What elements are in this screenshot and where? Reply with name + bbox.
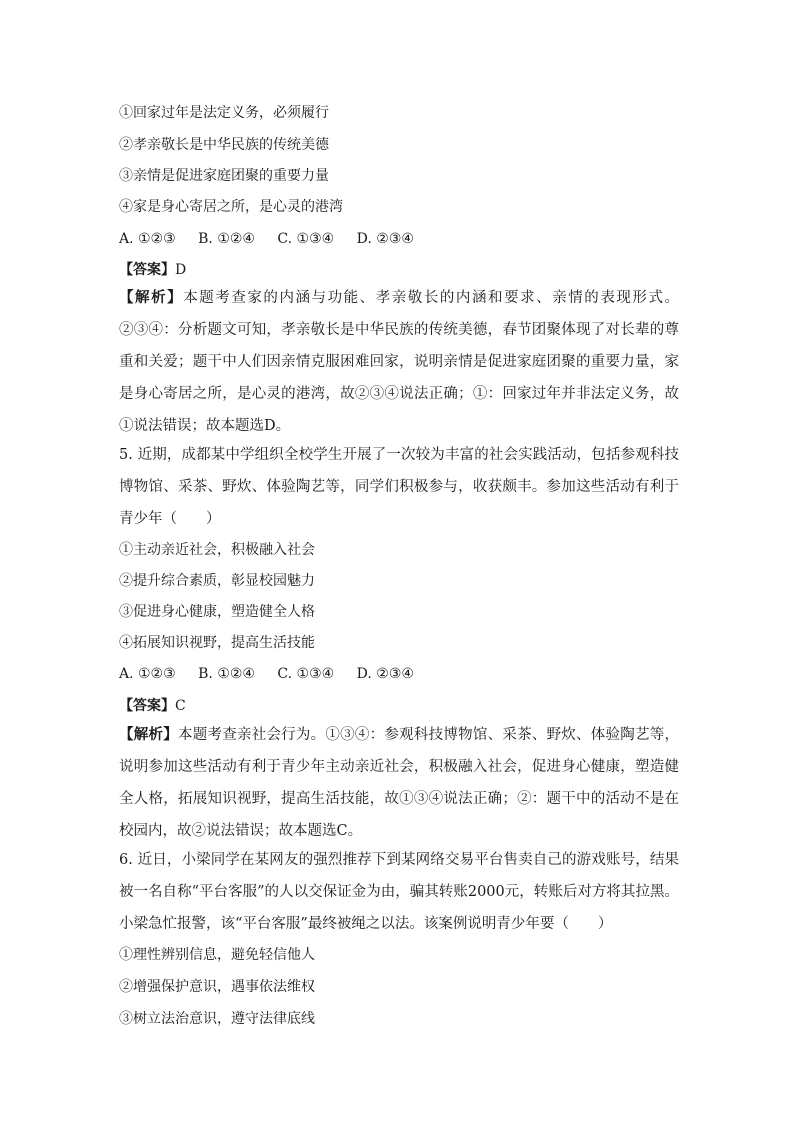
q4-choice-b: B. ①②④	[198, 231, 255, 247]
q5-option-4: ④拓展知识视野，提高生活技能	[119, 635, 315, 651]
q4-analysis	[119, 282, 679, 442]
q5-analysis	[119, 719, 679, 847]
q5-choice-b: B. ①②④	[198, 666, 255, 682]
q5-choice-a: A. ①②③	[119, 666, 176, 682]
answer-label: 【答案】	[119, 262, 175, 278]
q4-choices	[119, 229, 414, 249]
q4-choice-a: A. ①②③	[119, 231, 176, 247]
answer-value: D	[175, 262, 187, 278]
q4-option-2: ②孝亲敬长是中华民族的传统美德	[119, 137, 329, 153]
q6-option-3: ③树立法治意识，遵守法律底线	[119, 1011, 315, 1027]
q6-option-2: ②增强保护意识，遇事依法维权	[119, 979, 315, 995]
q5-option-3: ③促进身心健康，塑造健全人格	[119, 604, 315, 620]
analysis-text: 本题考查亲社会行为。①③④：参观科技博物馆、采茶、野炊、体验陶艺等，说明参加这些活动有利于青少年主动亲近社会，积极融入社会，促进身心健康，塑造健全人格，拓展知识视野，提高生活技能，故①③④说法正确；②：题干中的活动不是在校园内，故②说法错误；故本题选C。	[119, 727, 680, 839]
q6-option-1: ①理性辨别信息，避免轻信他人	[119, 947, 315, 963]
q4-option-4: ④家是身心寄居之所，是心灵的港湾	[119, 199, 343, 215]
analysis-label: 【解析】	[119, 289, 184, 306]
answer-value: C	[175, 698, 186, 714]
q4-answer	[119, 260, 186, 280]
q4-option-3: ③亲情是促进家庭团聚的重要力量	[119, 168, 329, 184]
q4-option-1: ①回家过年是法定义务，必须履行	[119, 105, 329, 121]
q5-option-1: ①主动亲近社会，积极融入社会	[119, 542, 315, 558]
analysis-label: 【解析】	[119, 726, 178, 743]
q5-choices	[119, 664, 414, 684]
q5-stem: 5. 近期，成都某中学组织全校学生开展了一次较为丰富的社会实践活动，包括参观科技博物馆、采茶、野炊、体验陶艺等，同学们积极参与，收获颇丰。参加这些活动有利于青少年（ ）	[119, 447, 679, 527]
q5-choice-d: D. ②③④	[356, 666, 414, 682]
q4-choice-d: D. ②③④	[356, 231, 414, 247]
q6-stem: 6. 近日，小梁同学在某网友的强烈推荐下到某网络交易平台售卖自己的游戏账号，结果被一名自称“平台客服”的人以交保证金为由，骗其转账2000元，转账后对方将其拉黑。小梁急忙报警，该“平台客服”最终被绳之以法。该案例说明青少年要（ ）	[119, 852, 679, 932]
q4-choice-c: C. ①③④	[277, 231, 335, 247]
q5-option-2: ②提升综合素质，彰显校园魅力	[119, 573, 315, 589]
answer-label: 【答案】	[119, 698, 175, 714]
q5-choice-c: C. ①③④	[277, 666, 335, 682]
q5-answer	[119, 696, 186, 716]
analysis-text: 本题考查家的内涵与功能、孝亲敬长的内涵和要求、亲情的表现形式。②③④：分析题文可知，孝亲敬长是中华民族的传统美德，春节团聚体现了对长辈的尊重和关爱；题干中人们因亲情克服困难回家，说明亲情是促进家庭团聚的重要力量，家是身心寄居之所，是心灵的港湾，故②③④说法正确；①：回家过年并非法定义务，故①说法错误；故本题选D。	[119, 290, 680, 434]
